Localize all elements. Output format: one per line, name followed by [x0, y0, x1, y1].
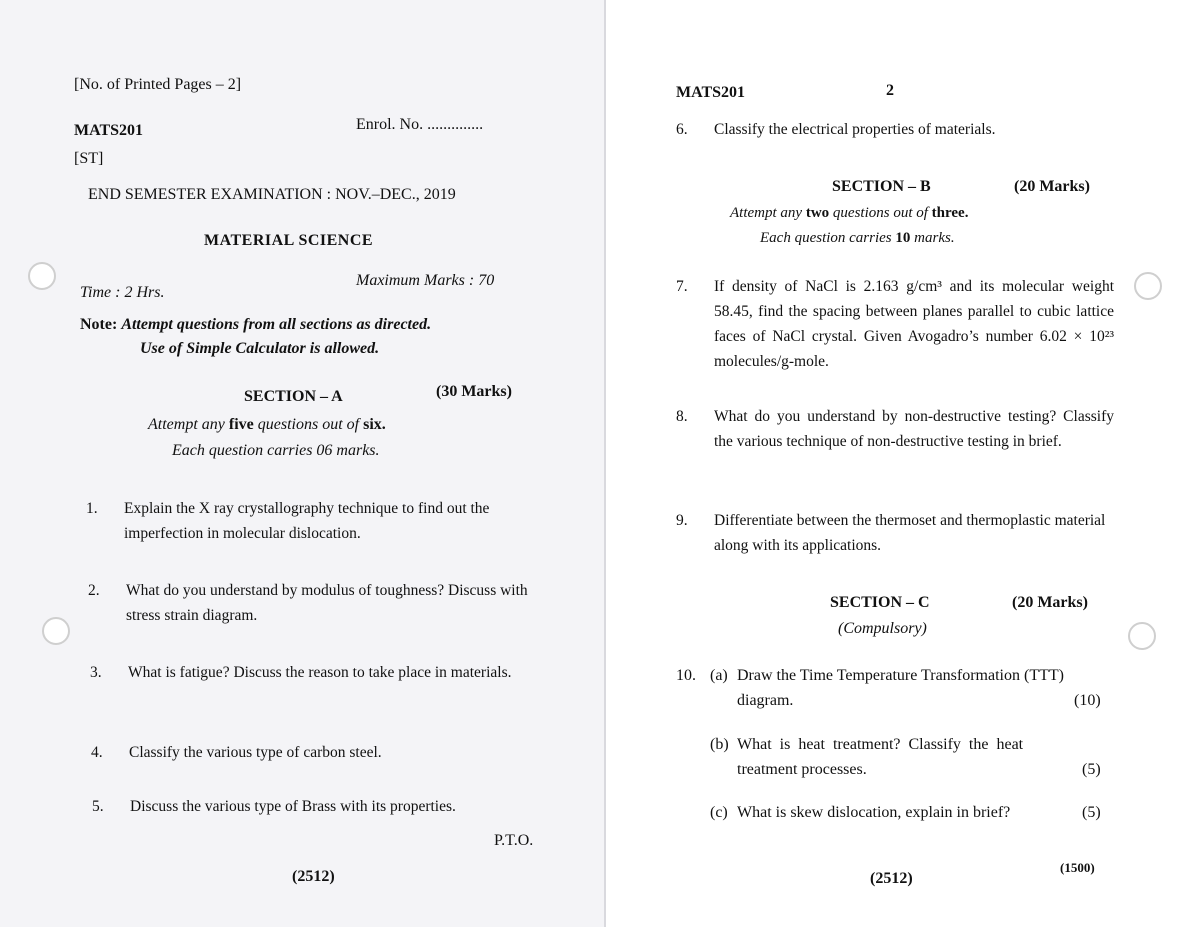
question-10c-line-1: What is skew dislocation, explain in brief?	[737, 804, 1011, 821]
course-code: MATS201	[676, 84, 746, 101]
section-b-instruction-1: Attempt any two questions out of three.	[730, 205, 969, 221]
question-10b-line-1: What is heat treatment? Classify the heat	[737, 736, 1024, 753]
section-a-instruction-2: Each question carries 06 marks.	[172, 442, 380, 459]
please-turn-over: P.T.O.	[494, 832, 534, 849]
note-line-2: Use of Simple Calculator is allowed.	[140, 340, 380, 357]
question-10-number: 10.	[676, 667, 696, 684]
note	[80, 316, 431, 334]
maximum-marks: Maximum Marks : 70	[356, 272, 495, 289]
footer-code: (2512)	[292, 868, 335, 885]
exam-title: END SEMESTER EXAMINATION : NOV.–DEC., 2019	[88, 186, 456, 203]
punch-hole-icon	[42, 617, 70, 645]
subject-title: MATERIAL SCIENCE	[204, 232, 374, 249]
question-10c-marks: (5)	[1082, 804, 1101, 821]
right-page: MATS201 2 6. Classify the electrical properties of materials. SECTION – B (20 Marks) Attempt any two questions out of three. Each question carries 10 marks. 7. If density of NaCl is 2.163 g/cm³ and its molecular weight 58.45, find the spacing between planes parallel to cubic lattice faces of NaCl crystal. Given Avogadro’s number 6.02 × 10²³ molecules/g-mole. 8. What do you understand by non-destructive testing? Classify the various technique of non-destructive testing in brief. 9. Differentiate between the thermoset and thermoplastic material along with its applications. SECTION – C (20 Marks) (Compulsory) 10. (a) Draw the Time Temperature Transformation (TTT) diagram. (10) (b) What is heat treatment? Classify the heat treatment processes. (5) (c) What is skew dislocation, explain in brief? (5) (2512) (1500)	[606, 0, 1200, 927]
section-a-heading: SECTION – A	[244, 388, 343, 405]
question-10a-label: (a)	[710, 667, 728, 684]
section-b-heading: SECTION – B	[832, 178, 931, 195]
time-allowed: Time : 2 Hrs.	[80, 284, 165, 301]
section-a-instruction-1: Attempt any five questions out of six.	[148, 416, 386, 433]
section-b-instruction-2: Each question carries 10 marks.	[760, 230, 955, 246]
punch-hole-icon	[1134, 272, 1162, 300]
section-b-marks: (20 Marks)	[1014, 178, 1090, 195]
question-10b-line-2: treatment processes.	[737, 761, 867, 778]
question-10a-line-2: diagram.	[737, 692, 794, 709]
page-number: 2	[886, 82, 894, 99]
section-a-marks: (30 Marks)	[436, 383, 512, 400]
question-10b-marks: (5)	[1082, 761, 1101, 778]
section-c-note: (Compulsory)	[838, 620, 927, 637]
left-page: [No. of Printed Pages – 2] MATS201 Enrol. No. .............. [ST] END SEMESTER EXAMINATION : NOV.–DEC., 2019 MATERIAL SCIENCE Time : 2 Hrs. Maximum Marks : 70 Note: Attempt questions from all sections as directed. Use of Simple Calculator is allowed. SECTION – A (30 Marks) Attempt any five questions out of six. Each question carries 06 marks. 1. Explain the X ray crystallography technique to find out the imperfection in molecular dislocation. 2. What do you understand by modulus of toughness? Discuss with stress strain diagram. 3. What is fatigue? Discuss the reason to take place in materials. 4. Classify the various type of carbon steel. 5. Discuss the various type of Brass with its properties. P.T.O. (2512)	[0, 0, 606, 927]
note-label: Note:	[80, 316, 118, 333]
enrol-number: Enrol. No. ..............	[356, 116, 484, 133]
question-10a-marks: (10)	[1074, 692, 1101, 709]
printed-pages: [No. of Printed Pages – 2]	[74, 76, 242, 93]
punch-hole-icon	[28, 262, 56, 290]
footer-code: (2512)	[870, 870, 913, 887]
section-c-heading: SECTION – C	[830, 594, 930, 611]
footer-count: (1500)	[1060, 860, 1095, 875]
section-c-marks: (20 Marks)	[1012, 594, 1088, 611]
punch-hole-icon	[1128, 622, 1156, 650]
exam-tag: [ST]	[74, 150, 104, 167]
note-line-1: Attempt questions from all sections as directed.	[121, 316, 432, 333]
question-10a-line-1: Draw the Time Temperature Transformation (TTT)	[737, 667, 1064, 684]
question-10b-label: (b)	[710, 736, 729, 753]
question-10c-label: (c)	[710, 804, 728, 821]
course-code: MATS201	[74, 122, 144, 139]
